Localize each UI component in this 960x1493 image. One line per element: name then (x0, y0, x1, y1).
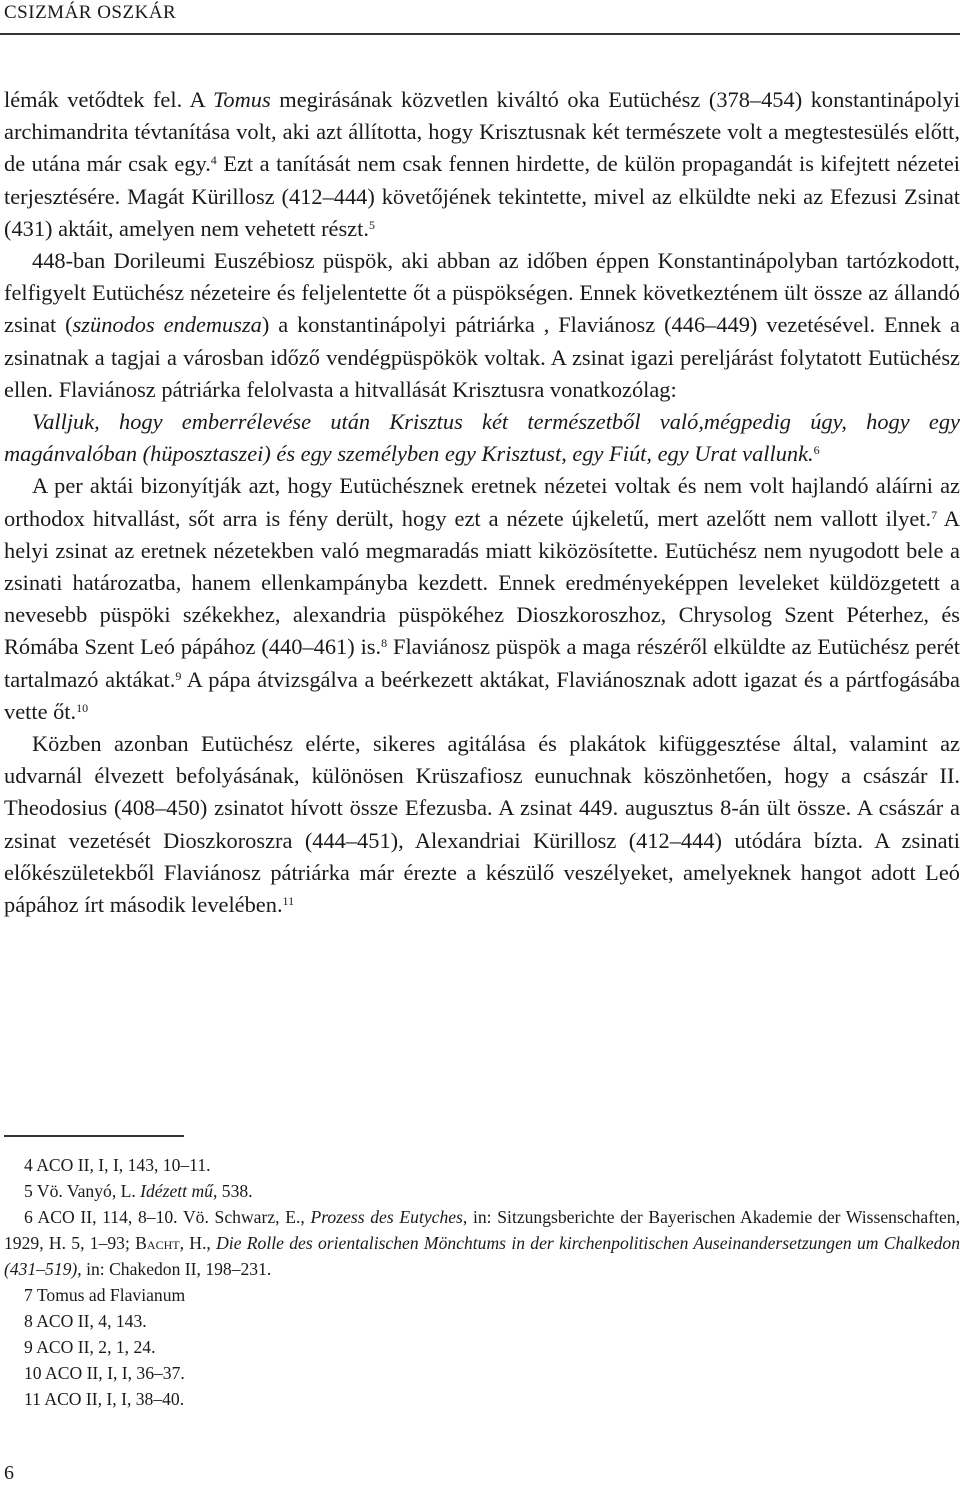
footnote-ref-6[interactable]: 6 (813, 443, 820, 458)
footnote-4: 4 ACO II, I, I, 143, 10–11. (24, 1155, 211, 1175)
footnote-10: 10 ACO II, I, I, 36–37. (24, 1363, 185, 1383)
footnote-6: 6 ACO II, 114, 8–10. Vö. Schwarz, E., Prozess des Eutyches, in: Sitzungsberichte der Bayerischen Akademie der Wissenschaften, 1929, H. 5, 1–93; Bacht, H., Die Rolle des orientalischen Mönchtums in der kirchenpolitischen Auseinandersetzungen um Chalkedon (431–519), in: Chakedon II, 198–231. (4, 1207, 960, 1279)
footnote-rule (4, 1135, 184, 1137)
footnotes (4, 1152, 960, 1412)
footnote-ref-10[interactable]: 10 (76, 700, 89, 715)
main-text (4, 84, 960, 921)
footnote-ref-9[interactable]: 9 (175, 668, 182, 683)
footnote-5: 5 Vö. Vanyó, L. Idézett mű, 538. (24, 1181, 253, 1201)
creed-quote: Valljuk, hogy emberrélevése után Krisztus két természetből való,mégpedig úgy, hogy egy magánvalóban (hüposztaszei) és egy személyben egy Krisztust, egy Fiút, egy Urat vallunk.$^6$ (4, 409, 960, 467)
header-rule (0, 33, 960, 35)
footnote-8: 8 ACO II, 4, 143. (24, 1311, 147, 1331)
footnote-ref-7[interactable]: 7 (931, 507, 938, 522)
footnote-9: 9 ACO II, 2, 1, 24. (24, 1337, 156, 1357)
footnote-ref-8[interactable]: 8 (381, 636, 388, 651)
paragraph-2: 448-ban Dorileumi Euszébiosz püspök, aki abban az időben éppen Konstantinápolyban tartózkodott, felfigyelt Eutüchész nézeteire és feljelentette őt a püspökségen. Ennek következténem ült össze az állandó zsinat (szünodos endemusza) a konstantinápolyi pátriárka , Flaviánosz (446–449) vezetésével. Ennek a zsinatnak a tagjai a városban időző vendégpüspökök voltak. A zsinat igazi pereljárást folytatott Eutüchész ellen. Flaviánosz pátriárka felolvasta a hitvallását Krisztusra vonatkozólag: (4, 248, 960, 402)
paragraph-1: lémák vetődtek fel. A Tomus megirásának közvetlen kiváltó oka Eutüchész (378–454) konstantinápolyi archimandrita tévtanítása volt, aki azt állította, hogy Krisztusnak két természete volt a megtestesülés előtt, de utána már csak egy.$^4$ Ezt a tanítását nem csak fennen hirdette, de külön propagandát is kifejtett nézetei terjesztésére. Magát Kürillosz (412–444) követőjének tekintette, mivel az elküldte neki az Efezusi Zsinat (431) aktáit, amelyen nem vehetett részt.$^5$ (4, 87, 960, 241)
running-header: CSIZMÁR OSZKÁR (4, 2, 177, 23)
footnote-ref-11[interactable]: 11 (282, 894, 295, 909)
paragraph-3: A per aktái bizonyítják azt, hogy Eutüchésznek eretnek nézetei voltak és nem volt hajlandó aláírni az orthodox hitvallást, sőt arra is fény derült, hogy ezt a nézete újkeletű, mert azelőtt nem vallott ilyet.$^7$ A helyi zsinat az eretnek nézetekben való megmaradás miatt kiközösítette. Eutüchész nem nyugodott bele a zsinati határozatba, hanem ellenkampányba kezdett. Ennek eredményeképpen leveleket küldözgetett a nevesebb püspöki székekhez, alexandria püspökéhez Dioszkoroszhoz, Chrysolog Szent Péterhez, és Rómába Szent Leó pápához (440–461) is.$^8$ Flaviánosz püspök a maga részéről elküldte az Eutüchész perét tartalmazó aktákat.$^9$ A pápa átvizsgálva a beérkezett aktákat, Flaviánosznak adott igazat és a pártfogásába vette őt.$^{10}$ (4, 473, 960, 724)
page-number: 6 (4, 1462, 14, 1484)
footnote-ref-4[interactable]: 4 (210, 153, 217, 168)
paragraph-4: Közben azonban Eutüchész elérte, sikeres agitálása és plakátok kifüggesztése által, valamint az udvarnál élvezett befolyásának, különösen Krüszafiosz eunuchnak köszönhetően, hogy a császár II. Theodosius (408–450) zsinatot hívott össze Efezusba. A zsinat 449. augusztus 8-án ült össze. A császár a zsinat vezetését Dioszkoroszra (444–451), Alexandriai Kürillosz (412–444) utódára bízta. A zsinati előkészületekből Flaviánosz pátriárka már érezte a készülő veszélyeket, amelyeknek hangot adott Leó pápához írt második levelében.$^{11}$ (4, 731, 960, 918)
footnote-7: 7 Tomus ad Flavianum (24, 1285, 186, 1305)
footnote-11: 11 ACO II, I, I, 38–40. (24, 1389, 185, 1409)
footnote-ref-5[interactable]: 5 (368, 217, 375, 232)
